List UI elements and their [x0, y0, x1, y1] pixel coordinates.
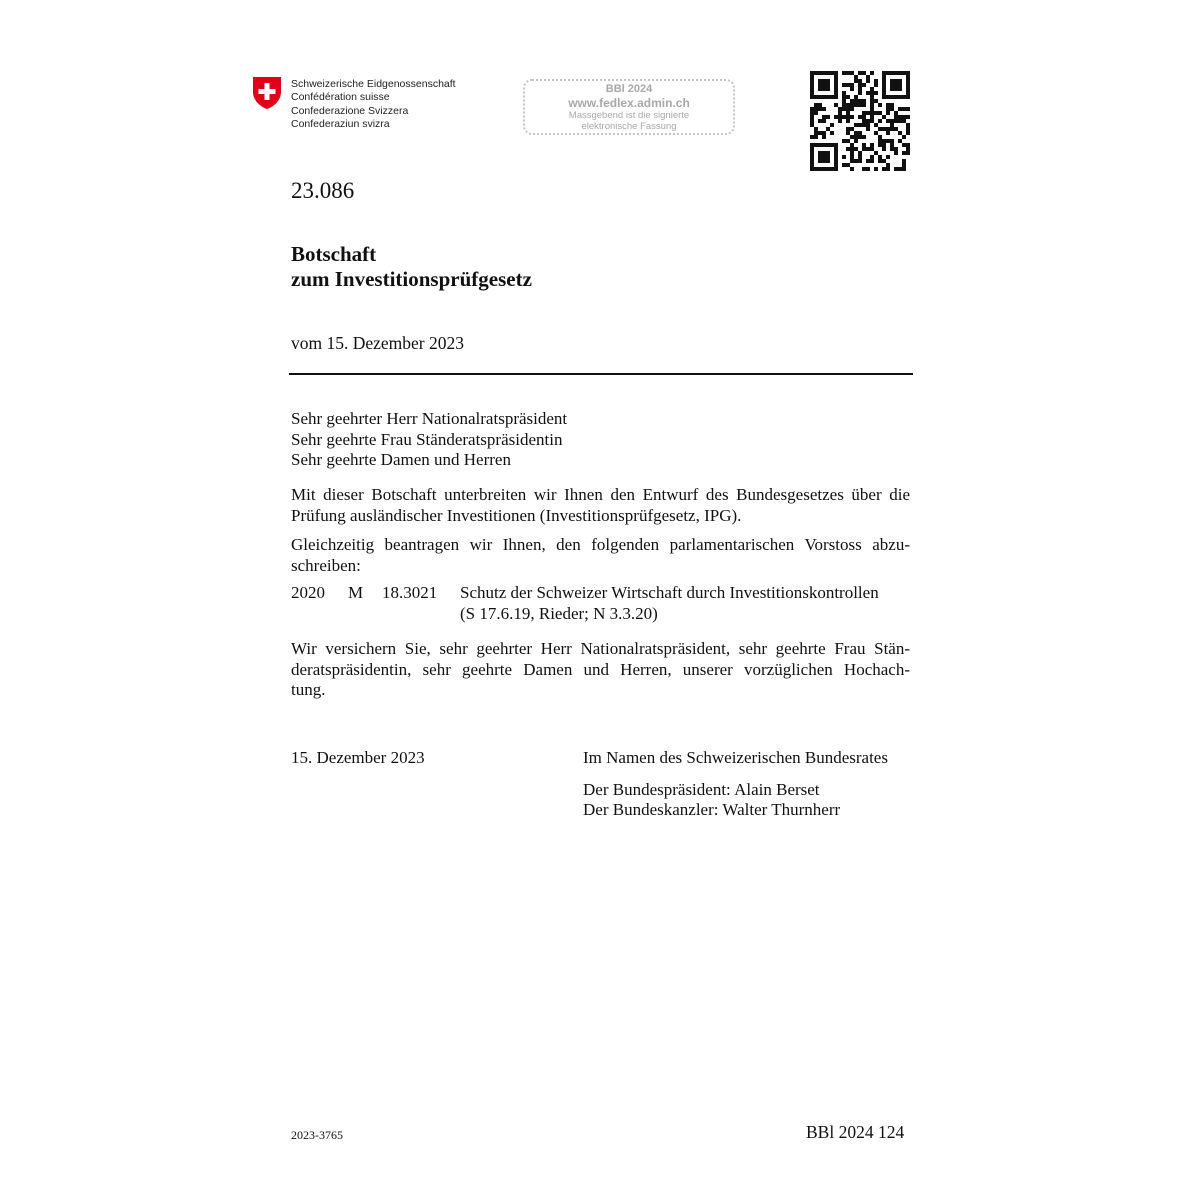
confederation-line-de: Schweizerische Eidgenossenschaft: [291, 78, 456, 90]
document-number: 23.086: [291, 178, 355, 203]
stamp-line2: www.fedlex.admin.ch: [568, 96, 690, 110]
paragraph3-line2: deratspräsidentin, sehr geehrte Damen und Herren, unserer vorzüglichen Hochach-: [291, 659, 910, 679]
signature-chancellor: Der Bundeskanzler: Walter Thurnherr: [583, 800, 841, 819]
paragraph2-line2: schreiben:: [291, 555, 361, 575]
confederation-name: [291, 78, 456, 132]
paragraph2-line1: Gleichzeitig beantragen wir Ihnen, den folgenden parlamentarischen Vorstoss abzu-: [291, 535, 910, 554]
vorstoss-number: 18.3021: [382, 583, 438, 602]
confederation-line-it: Confederazione Svizzera: [291, 104, 409, 117]
vorstoss-type: M: [348, 583, 364, 602]
salutation-line1: Sehr geehrter Herr Nationalratspräsident: [291, 409, 568, 428]
confederation-line-rm: Confederaziun svizra: [291, 118, 390, 131]
confederation-line-fr: Confédération suisse: [291, 91, 390, 104]
vorstoss-detail: (S 17.6.19, Rieder; N 3.3.20): [460, 603, 658, 623]
signature-president: Der Bundespräsident: Alain Berset: [583, 779, 820, 799]
paragraph-closing: [291, 639, 910, 701]
document-date: vom 15. Dezember 2023: [291, 333, 465, 353]
paragraph3-line1: Wir versichern Sie, sehr geehrter Herr Nationalratspräsident, sehr geehrte Frau Stän-: [291, 639, 910, 658]
footer-reference: 2023-3765: [291, 1128, 343, 1142]
stamp-line1: BBl 2024: [605, 83, 653, 95]
salutation: [291, 409, 567, 471]
divider: [289, 373, 913, 375]
document-title: [291, 242, 532, 292]
swiss-cross-icon: [252, 76, 282, 110]
vorstoss-title-text: Schutz der Schweizer Wirtschaft durch Investitionskontrollen: [460, 583, 879, 602]
footer-page-ref: BBl 2024 124: [806, 1122, 905, 1142]
vorstoss-title: [460, 583, 879, 624]
signature-date: 15. Dezember 2023: [291, 748, 425, 767]
title-line1: Botschaft: [291, 242, 377, 266]
fedlex-stamp: [523, 79, 735, 135]
salutation-line3: Sehr geehrte Damen und Herren: [291, 450, 511, 469]
paragraph-abschreibung: [291, 535, 910, 576]
paragraph3-line3: tung.: [291, 680, 326, 699]
stamp-line4: elektronische Fassung: [581, 121, 677, 132]
paragraph-entwurf: Mit dieser Botschaft unterbreiten wir Ihnen den Entwurf des Bundesgesetzes über die Prüfung ausländischer Investitionen (Investitionsprüfgesetz, IPG).: [291, 485, 910, 525]
stamp-line3: Massgebend ist die signierte: [568, 110, 690, 121]
signature-on-behalf: Im Namen des Schweizerischen Bundesrates: [583, 748, 888, 767]
vorstoss-year: 2020: [291, 583, 325, 602]
title-line2: zum Investitionsprüfgesetz: [291, 267, 532, 291]
qr-code-icon: [810, 71, 910, 171]
signature-block: [583, 748, 888, 821]
salutation-line2: Sehr geehrte Frau Ständeratspräsidentin: [291, 429, 563, 449]
